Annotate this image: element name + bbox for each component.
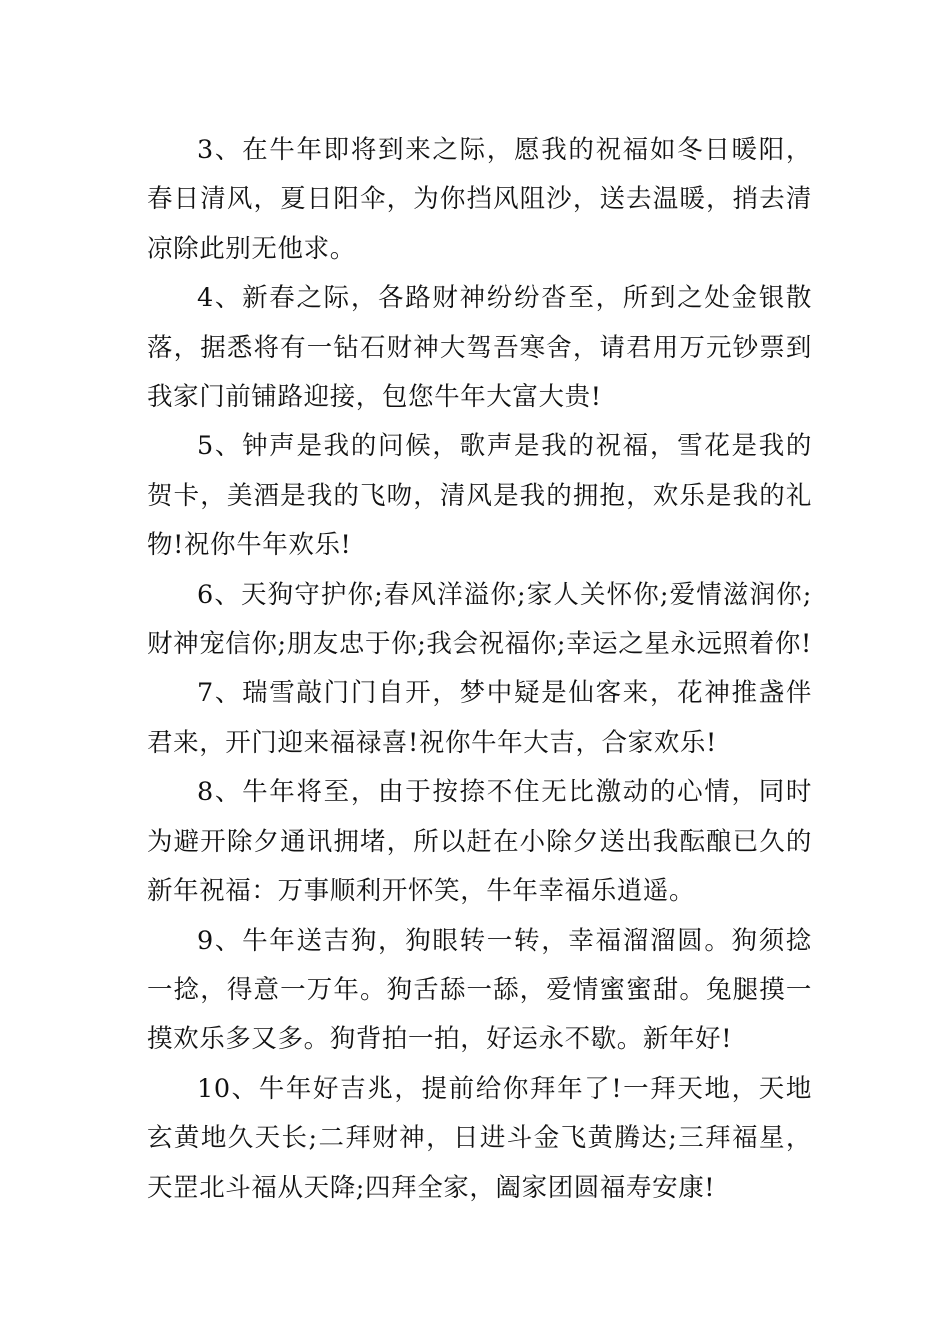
paragraph-8: 8、牛年将至，由于按捺不住无比激动的心情，同时为避开除夕通讯拥堵，所以赶在小除夕送出我酝酿已久的新年祝福：万事顺利开怀笑，牛年幸福乐逍遥。 [147, 777, 812, 907]
document-body [147, 126, 812, 1213]
paragraph-3: 3、在牛年即将到来之际，愿我的祝福如冬日暖阳，春日清风，夏日阳伞，为你挡风阻沙，送去温暖，捎去清凉除此别无他求。 [147, 135, 812, 264]
paragraph-9: 9、牛年送吉狗，狗眼转一转，幸福溜溜圆。狗须捻一捻，得意一万年。狗舌舔一舔，爱情蜜蜜甜。兔腿摸一摸欢乐多又多。狗背拍一拍，好运永不歇。新年好! [147, 925, 812, 1055]
paragraph-10: 10、牛年好吉兆，提前给你拜年了!一拜天地，天地玄黄地久天长;二拜财神，日进斗金飞黄腾达;三拜福星，天罡北斗福从天降;四拜全家，阖家团圆福寿安康! [147, 1073, 812, 1203]
paragraph-7: 7、瑞雪敲门门自开，梦中疑是仙客来，花神推盏伴君来，开门迎来福禄喜!祝你牛年大吉，合家欢乐! [147, 678, 812, 758]
paragraph-5: 5、钟声是我的问候，歌声是我的祝福，雪花是我的贺卡，美酒是我的飞吻，清风是我的拥抱，欢乐是我的礼物!祝你牛年欢乐! [147, 431, 812, 561]
paragraph-6: 6、天狗守护你;春风洋溢你;家人关怀你;爱情滋润你;财神宠信你;朋友忠于你;我会祝福你;幸运之星永远照着你! [147, 579, 812, 660]
paragraph-4: 4、新春之际，各路财神纷纷沓至，所到之处金银散落，据悉将有一钻石财神大驾吾寒舍，请君用万元钞票到我家门前铺路迎接，包您牛年大富大贵! [147, 283, 812, 413]
